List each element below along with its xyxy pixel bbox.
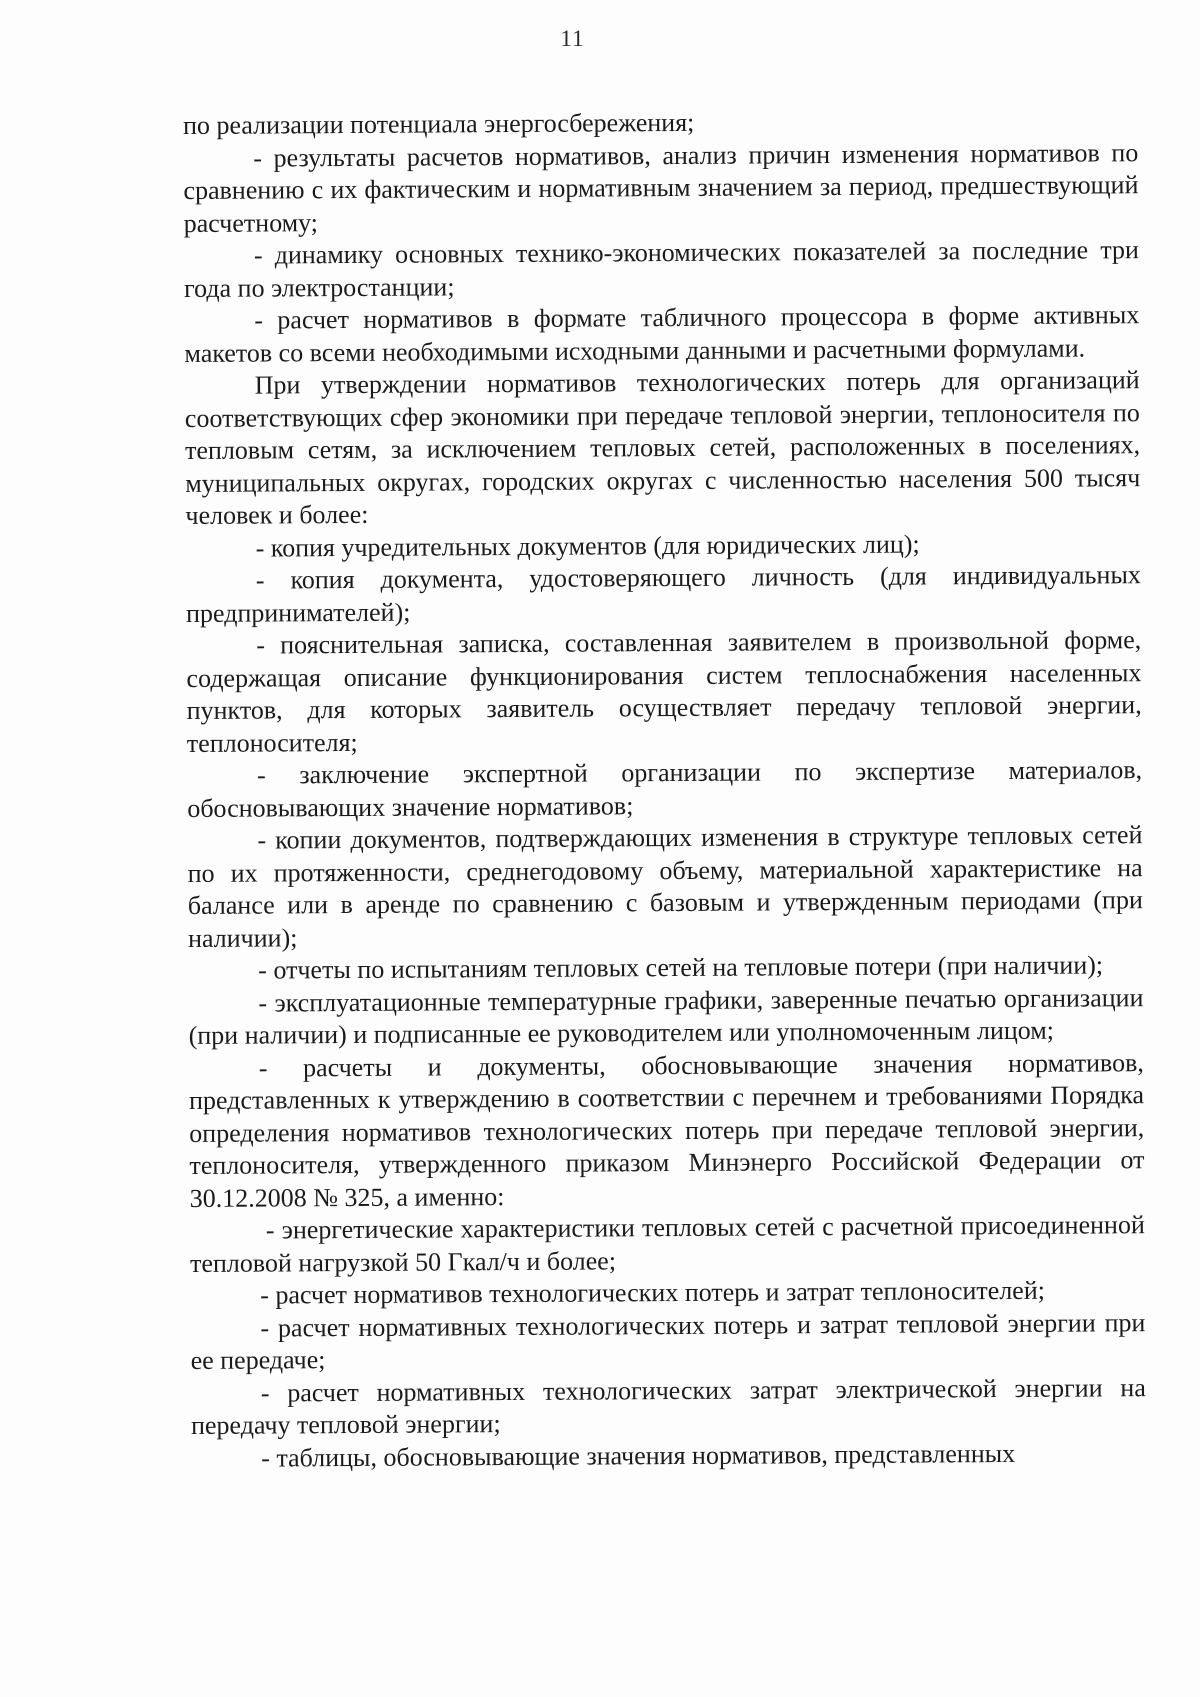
paragraph-12: - эксплуатационные температурные графики, заверенные печатью организации (при наличии) и подписанные ее руководителем или уполномоченным лицом; bbox=[188, 982, 1144, 1050]
paragraph-14: - энергетические характеристики тепловых сетей с расчетной присоединенной тепловой нагрузкой 50 Гкал/ч и более; bbox=[189, 1210, 1145, 1278]
document-body bbox=[183, 104, 1146, 1475]
paragraph-11: - отчеты по испытаниям тепловых сетей на тепловые потери (при наличии); bbox=[258, 950, 1104, 985]
paragraph-8: - пояснительная записка, составленная заявителем в произвольной форме, содержащая описание функционирования систем теплоснабжения населенных пунктов, для которых заявитель осуществляет передачу тепловой энергии, теплоносителя; bbox=[186, 625, 1142, 758]
paragraph-2: - результаты расчетов нормативов, анализ причин изменения нормативов по сравнению с их фактическим и нормативным значением за период, предшествующий расчетному; bbox=[183, 137, 1139, 238]
paragraph-7: - копия документа, удостоверяющего личность (для индивидуальных предпринимателей); bbox=[185, 560, 1141, 628]
paragraph-1: по реализации потенциала энергосбережения; bbox=[183, 107, 695, 140]
paragraph-3: - динамику основных технико-экономических показателей за последние три года по электростанции; bbox=[183, 235, 1139, 303]
paragraph-4: - расчет нормативов в формате табличного процессора в форме активных макетов со всеми необходимыми исходными данными и расчетными формулами. bbox=[184, 300, 1140, 368]
paragraph-9: - заключение экспертной организации по экспертизе материалов, обосновывающих значение нормативов; bbox=[187, 755, 1143, 823]
page-number: 11 bbox=[560, 26, 585, 51]
paragraph-16: - расчет нормативных технологических потерь и затрат тепловой энергии при ее передаче; bbox=[190, 1307, 1146, 1375]
paragraph-18: - таблицы, обосновывающие значения нормативов, представленных bbox=[261, 1438, 1016, 1473]
paragraph-10: - копии документов, подтверждающих изменения в структуре тепловых сетей по их протяженности, среднегодовому объему, материальной характеристике на балансе или в аренде по сравнению с базовым и утвержденным периодами (при наличии); bbox=[187, 820, 1143, 953]
paragraph-13: - расчеты и документы, обосновывающие значения нормативов, представленных к утверждению в соответствии с перечнем и требованиями Порядка определения нормативов технологических потерь при передаче тепловой энергии, теплоносителя, утвержденного приказом Минэнерго Российской Федерации от 30.12.2008 № 325, а именно: bbox=[188, 1047, 1145, 1213]
paragraph-5: При утверждении нормативов технологических потерь для организаций соответствующих сфер экономики при передаче тепловой энергии, теплоносителя по тепловым сетям, за исключением тепловых сетей, расположенных в поселениях, муниципальных округах, городских округах с численностью населения 500 тысяч человек и более: bbox=[184, 365, 1141, 530]
paragraph-15: - расчет нормативов технологических потерь и затрат теплоносителей; bbox=[260, 1275, 1046, 1310]
paragraph-17: - расчет нормативных технологических затрат электрической энергии на передачу тепловой энергии; bbox=[190, 1372, 1146, 1440]
paragraph-6: - копия учредительных документов (для юридических лиц); bbox=[255, 529, 920, 563]
